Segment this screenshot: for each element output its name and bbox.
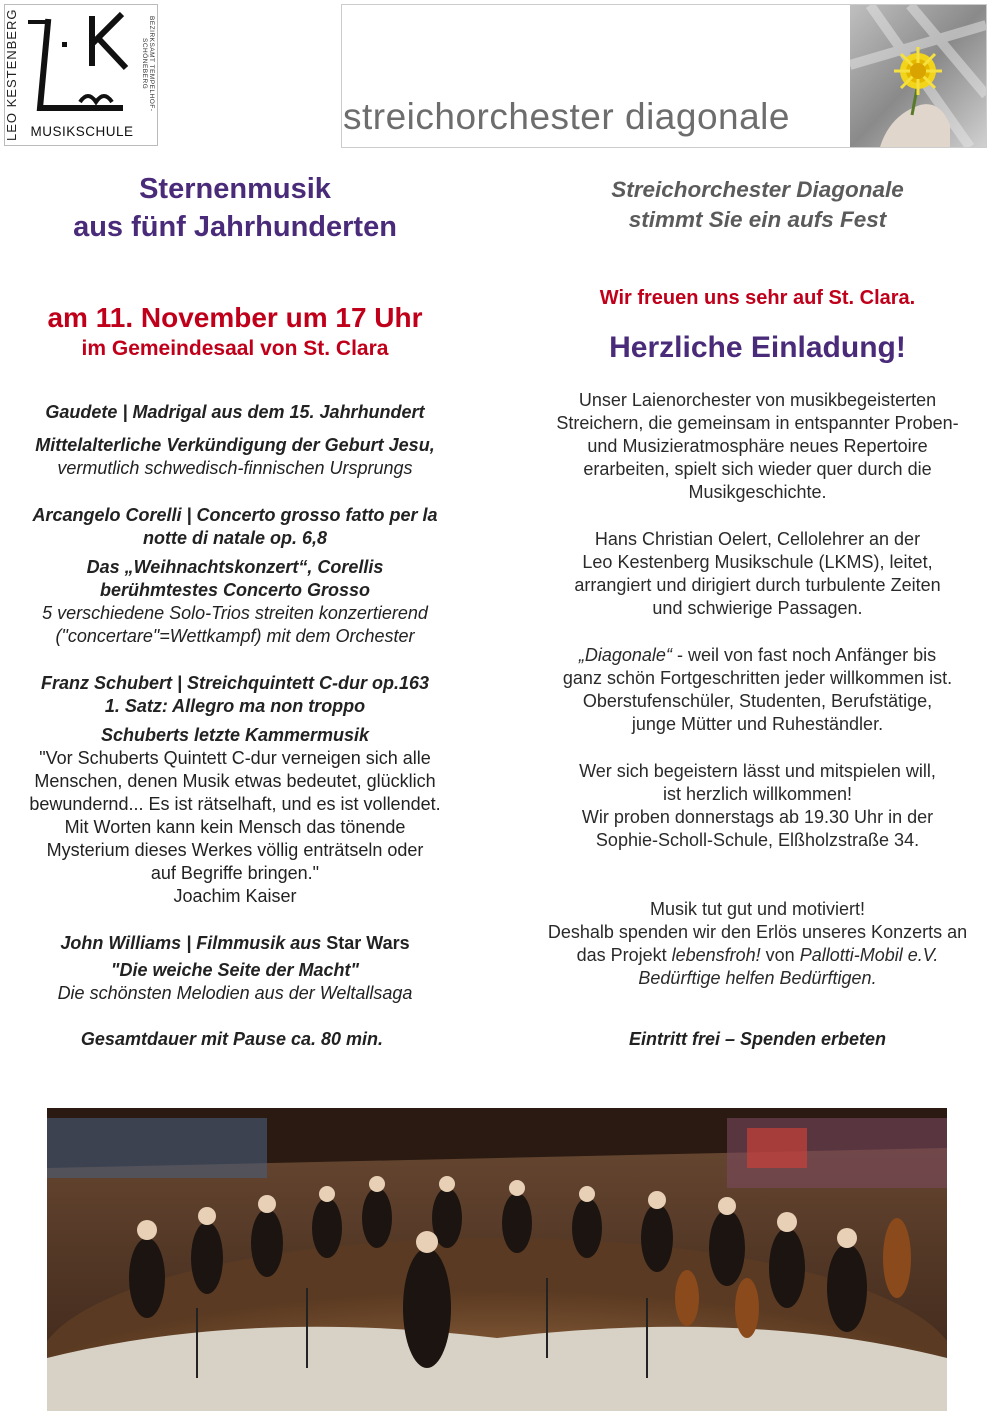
name-explanation-line: Oberstufenschüler, Studenten, Berufstätige, — [582, 691, 933, 711]
program-corelli-desc-2: ("concertare"=Wettkampf) mit dem Orchester — [55, 626, 415, 646]
quote-line: auf Begriffe bringen." — [150, 863, 320, 883]
quote-line: Menschen, denen Musik etwas bedeutet, glücklich — [34, 771, 436, 791]
name-explanation-line: junge Mütter und Ruheständler. — [631, 714, 884, 734]
logo-school-name: LEO KESTENBERG — [4, 8, 19, 142]
program-gaudete-desc: Mittelalterliche Verkündigung der Geburt Jesu, — [35, 435, 435, 455]
quote-line: Mit Worten kann kein Mensch das tönende — [64, 817, 406, 837]
donation-line: Musik tut gut und motiviert! — [649, 899, 866, 919]
program-corelli-2: notte di natale op. 6,8 — [142, 528, 328, 548]
quote-line: "Vor Schuberts Quintett C-dur verneigen sich alle — [39, 748, 431, 768]
program-schubert: Franz Schubert | Streichquintett C-dur op.163 — [40, 673, 430, 693]
orchestra-title-line1: Streichorchester Diagonale — [611, 177, 904, 202]
donation-organization: Pallotti-Mobil e.V. — [799, 945, 939, 965]
orchestra-name-italic: „Diagonale“ — [578, 645, 672, 665]
welcome-line: Wir freuen uns sehr auf St. Clara. — [599, 287, 916, 309]
program-corelli-sub-2: berühmtestes Concerto Grosso — [99, 580, 371, 600]
name-explanation-rest: - weil von fast noch Anfänger bis — [671, 645, 937, 665]
lk-monogram-icon — [22, 8, 140, 120]
intro-line: Musikgeschichte. — [688, 482, 827, 502]
donation-line — [515, 944, 1000, 967]
conductor-line: Hans Christian Oelert, Cellolehrer an der — [594, 529, 921, 549]
duration-note: Gesamtdauer mit Pause ca. 80 min. — [80, 1029, 384, 1049]
concert-date: am 11. November um 17 Uhr — [47, 302, 423, 333]
program-williams — [0, 932, 470, 955]
rehearsal-line: ist herzlich willkommen! — [662, 784, 853, 804]
donation-project-prefix: das Projekt — [576, 945, 672, 965]
program-williams-sub: "Die weiche Seite der Macht" — [110, 960, 360, 980]
concert-venue: im Gemeindesaal von St. Clara — [81, 337, 389, 360]
intro-line: Unser Laienorchester von musikbegeisterten — [578, 390, 937, 410]
donation-project-name: lebensfroh! — [671, 945, 761, 965]
concert-title-line2: aus fünf Jahrhunderten — [73, 211, 397, 243]
rehearsal-line: Wir proben donnerstags ab 19.30 Uhr in der — [581, 807, 934, 827]
dandelion-flower-photo — [850, 5, 986, 147]
logo-school-label: MUSIKSCHULE — [30, 124, 134, 139]
rehearsal-line: Sophie-Scholl-Schule, Elßholzstraße 34. — [595, 830, 920, 850]
quote-author: Joachim Kaiser — [173, 886, 297, 906]
invitation-heading: Herzliche Einladung! — [609, 331, 906, 364]
orchestra-title-line2: stimmt Sie ein aufs Fest — [628, 207, 887, 232]
orchestra-title — [515, 175, 1000, 235]
program-corelli: Arcangelo Corelli | Concerto grosso fatto per la — [32, 505, 438, 525]
donation-line: Deshalb spenden wir den Erlös unseres Konzerts an — [547, 922, 968, 942]
name-explanation-line: ganz schön Fortgeschritten jeder willkommen ist. — [562, 668, 953, 688]
program-gaudete-origin: vermutlich schwedisch-finnischen Ursprungs — [57, 458, 413, 478]
concert-title-line1: Sternenmusik — [139, 173, 331, 205]
quote-line: Mysterium dieses Werkes völlig enträtseln oder — [46, 840, 424, 860]
conductor-line: arrangiert und dirigiert durch turbulente Zeiten — [574, 575, 941, 595]
program-schubert-movement: 1. Satz: Allegro ma non troppo — [104, 696, 366, 716]
orchestra-column — [515, 175, 1000, 990]
concert-title — [0, 170, 470, 246]
program-williams-film: Star Wars — [326, 933, 410, 953]
conductor-line: Leo Kestenberg Musikschule (LKMS), leitet, — [582, 552, 933, 572]
intro-line: Streichern, die gemeinsam in entspannter Proben- — [556, 413, 959, 433]
donation-project-connector: von — [760, 945, 800, 965]
program-corelli-desc: 5 verschiedene Solo-Trios streiten konzertierend — [42, 603, 428, 623]
program-williams-desc: Die schönsten Melodien aus der Weltallsaga — [57, 983, 413, 1003]
donation-motto: Bedürftige helfen Bedürftigen. — [638, 968, 877, 988]
program-gaudete: Gaudete | Madrigal aus dem 15. Jahrhundert — [45, 402, 425, 422]
intro-line: erarbeiten, spielt sich wieder quer durch die — [583, 459, 932, 479]
logo-district: BEZIRKSAMT TEMPELHOF-SCHÖNEBERG — [141, 16, 155, 112]
program-corelli-sub: Das „Weihnachtskonzert“, Corellis — [86, 557, 384, 577]
name-explanation-line — [515, 644, 1000, 667]
conductor-line: und schwierige Passagen. — [652, 598, 863, 618]
orchestra-concert-photo — [47, 1108, 947, 1411]
program-schubert-sub: Schuberts letzte Kammermusik — [100, 725, 370, 745]
intro-line: und Musizieratmosphäre neues Repertoire — [587, 436, 928, 456]
program-williams-composer: John Williams | Filmmusik aus — [60, 933, 327, 953]
program-column — [0, 170, 470, 1005]
admission-note: Eintritt frei – Spenden erbeten — [628, 1029, 887, 1049]
banner-title: streichorchester diagonale — [343, 96, 790, 137]
quote-line: bewundernd... Es ist rätselhaft, und es ist vollendet. — [29, 794, 441, 814]
rehearsal-line: Wer sich begeistern lässt und mitspielen will, — [579, 761, 936, 781]
